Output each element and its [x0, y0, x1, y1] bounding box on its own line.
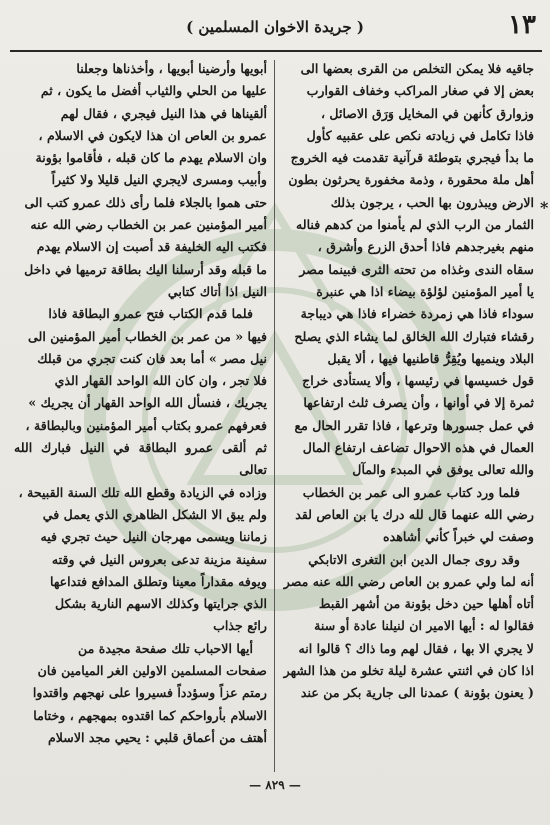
column-line: قول خسيسها في رئيسها ، وألا يستأدى خراج [302, 373, 534, 389]
column-line: رائع جذاب [213, 618, 267, 634]
column-line: وان الاسلام يهدم ما كان قبله ، فأقاموا بؤونة [35, 150, 267, 166]
column-line: في عمل جسورها وترعها ، فاذا تقرر الحال مع [294, 417, 534, 433]
article-column-left [14, 58, 267, 774]
column-line: بعض إلا في صغار المراكب وخفاف القوارب [306, 83, 534, 99]
column-line: عمرو بن العاص ان هذا لايكون في الاسلام ، [38, 127, 267, 143]
column-line: وصفت لي خبراً كأني أشاهده [383, 529, 534, 545]
page-footer-number: — ٨٢٩ — [249, 778, 301, 792]
column-line: النيل اذا أتاك كتابي [167, 283, 267, 299]
column-line: ثمرة إلا في أوانها ، وأن يصرف ثلث ارتفاعها [303, 395, 534, 411]
column-line: الثمار من الرب الذي لم يأمنوا من كدهم فناله [295, 217, 534, 233]
column-line: العمال في هذه الاحوال تضاعف ارتفاع المال [302, 440, 534, 456]
column-line: فعرفهم عمرو بكتاب أمير المؤمنين وبالبطاقة ، [25, 417, 267, 433]
column-line: اذا كان في اثنتي عشرة ليلة تخلو من هذا الشهر [283, 663, 534, 679]
column-line: سوداء فاذا هي زمردة خضراء فاذا هي ديباجة [300, 306, 534, 322]
column-line: ثم ألقى عمرو البطاقة في النيل فبارك الله تعالى [14, 440, 267, 478]
column-line: البلاد وينميها ويُقِرُّ قاطنيها فيها ، ألا يقبل [327, 350, 534, 366]
column-line: فلما قدم الكتاب فتح عمرو البطاقة فاذا [48, 306, 253, 322]
column-line: فلا تجر ، وان كان الله الواحد القهار الذي [54, 373, 267, 389]
column-line: الارض ويبذرون بها الحب ، يرجون بذلك [330, 194, 534, 210]
running-title: ( جريدة الاخوان المسلمين ) [186, 18, 364, 36]
column-line: أتاه أهلها حين دخل بؤونة من أشهر القبط [318, 596, 534, 612]
column-line: الاسلام بأرواحكم كما اقتدوه بمهجهم ، وختاما [33, 707, 267, 723]
column-line: وأبيب ومسرى لايجري النيل قليلا ولا كثيراً [51, 172, 267, 188]
column-line: عليها من الحلي والثياب أفضل ما يكون ، ثم [40, 83, 267, 99]
header-rule [10, 50, 542, 52]
column-line: يجريك ، فنسأل الله الواحد القهار أن يجريك » [28, 395, 267, 411]
column-line: أبويها وأرضينا أبويها ، وأخذناها وجعلنا [76, 61, 267, 76]
column-line: ولم يبق الا الشكل الظاهري الذي يعمل في [42, 506, 267, 522]
column-line: أهتف من أعماق قلبي : يحيي مجد الاسلام [47, 729, 267, 745]
column-line: حتى هموا بالجلاء فلما رأى ذلك عمرو كتب الى [24, 194, 267, 210]
column-line: فاذا تكامل في زيادته نكص على عقبيه كأول [306, 127, 534, 143]
column-line: وزوارق كأنهن في المخايل وَرَق الاصائل ، [320, 105, 534, 121]
column-line: نيل مصر » أما بعد فان كنت تجري من قبلك [37, 350, 267, 366]
column-line: فيها « من عمر بن الخطاب أمير المؤمنين الى [28, 328, 267, 344]
column-line: صفحات المسلمين الاولين الغر الميامين فان [37, 663, 267, 679]
column-line: رضي الله عنهما قال لله درك يا بن العاص لقد [295, 506, 534, 522]
column-line: رقشاء فتبارك الله الخالق لما يشاء الذي يصلح [294, 328, 534, 344]
column-line: فلما ورد كتاب عمرو الى عمر بن الخطاب [302, 484, 520, 500]
column-line: منهم بغيرجدهم فاذا أحدق الزرع وأشرق ، [317, 239, 534, 255]
column-line: سفينة مزينة تدعى بعروس النيل في وقته [51, 551, 267, 567]
column-line: زماننا ويسمى مهرجان النيل حيث تجري فيه [40, 529, 267, 545]
column-line: أمير المؤمنين عمر بن الخطاب رضي الله عنه [30, 217, 267, 233]
column-line: وزاده في الزيادة وقطع الله تلك السنة القبيحة ، [18, 484, 267, 500]
column-line: ما قبله وقد أرسلنا اليك بطاقة ترميها في داخل [24, 261, 267, 277]
column-line: رمتم عزاً وسؤدداً فسيروا على نهجهم واقتدوا [32, 685, 267, 701]
column-line: فقالوا له : أيها الامير ان لنيلنا عادة أو سنة [314, 618, 534, 634]
column-line: لا يجري الا بها ، فقال لهم وما ذاك ؟ قالوا انه [298, 640, 534, 656]
column-line: الذي جرايتها وكذلك الاسهم النارية بشكل [54, 596, 267, 612]
column-line: يا أمير المؤمنين لؤلؤة بيضاء اذا هي عنبرة [316, 283, 534, 299]
page-header [8, 10, 542, 46]
column-line: والله تعالى يوفق في المبدء والمآل [352, 462, 534, 478]
page-number: ١٣ [508, 10, 536, 40]
article-column-right [281, 58, 534, 774]
column-line: جاقيه فلا يمكن التخلص من القرى بعضها الى [300, 61, 534, 76]
column-line: وقد روى جمال الدين ابن التغرى الاتابكي [308, 551, 520, 567]
column-line: أنه لما ولي عمرو بن العاص رضي الله عنه مصر [283, 573, 534, 589]
margin-asterisk: * [540, 198, 549, 217]
column-line: أيها الاحباب تلك صفحة مجيدة من [78, 640, 253, 656]
column-line: فكتب اليه الخليفة قد أصبت إن الاسلام يهدم [36, 239, 267, 255]
column-line: ويوفه مقداراً معينا وتطلق المدافع فتداعها [50, 573, 267, 589]
column-divider [274, 60, 275, 772]
column-line: ما بدأ فيجري بتوطئة قرآنية تقدمت فيه الخروج [290, 150, 534, 166]
column-line: ( يعنون بؤونة ) عمدنا الى جارية بكر من عند [300, 685, 534, 701]
column-line: سقاه الندى وغذاه من تحته الثرى فبينما مصر [299, 261, 534, 277]
column-line: ألقيناها في هذا النيل فيجري ، فقال لهم [60, 105, 267, 121]
column-line: أهل ملة محقورة ، وذمة مخفورة يحرثون بطون [288, 172, 534, 188]
